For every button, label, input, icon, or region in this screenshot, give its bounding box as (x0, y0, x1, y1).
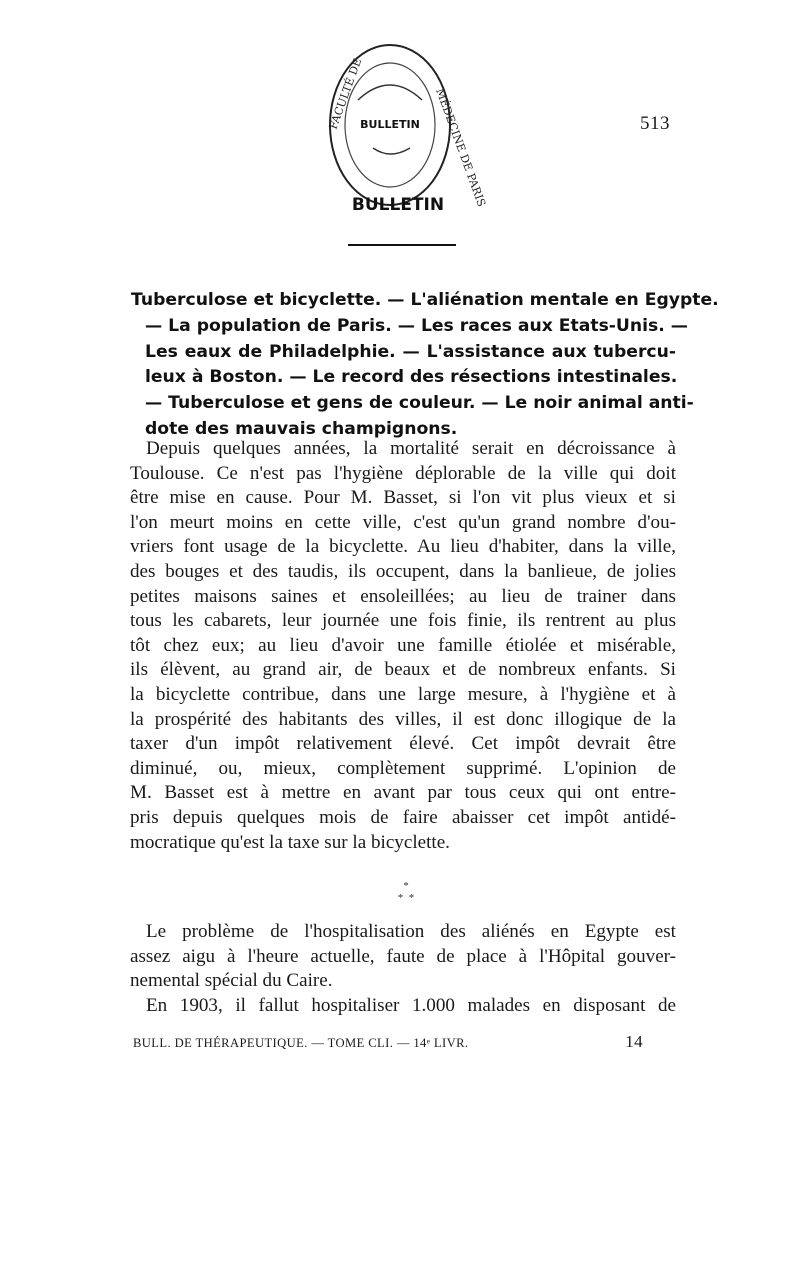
asterism-star: * (397, 892, 404, 904)
text-line: assez aigu à l'heure actuelle, faute de place à l'Hôpital gouver- (130, 945, 676, 967)
text-line: Le problème de l'hospitalisation des aliénés en Egypte est (146, 921, 676, 942)
text-line: En 1903, il fallut hospitaliser 1.000 malades en disposant de (146, 994, 676, 1016)
asterism-star: * (403, 880, 409, 892)
paragraph-egypt (130, 920, 676, 1018)
signature-mark: 14 (625, 1032, 643, 1051)
text-line: nemental spécial du Caire. (130, 970, 333, 992)
text-line: la bicyclette contribue, dans une large mesure, à l'hygiène et à (130, 683, 676, 705)
summary-line: Tuberculose et bicyclette. — L'aliénation mentale en Egypte. (131, 290, 719, 310)
text-line: ils élèvent, au grand air, de beaux et de nombreux enfants. Si (130, 659, 676, 681)
page-footer (133, 1032, 643, 1052)
text-line: diminué, ou, mieux, complètement supprimé. L'opinion de (130, 757, 676, 779)
page-number: 513 (640, 113, 670, 134)
text-line: Depuis quelques années, la mortalité serait en décroissance à (146, 438, 676, 459)
text-line: M. Basset est à mettre en avant par tous ceux qui ont entre- (130, 782, 676, 804)
stamp-label-top: BULLETIN (360, 118, 420, 131)
paragraph-bicycle (130, 437, 676, 855)
stamp-label-bottom: BULLETIN (351, 195, 445, 215)
text-line: être mise en cause. Pour M. Basset, si l'on vit plus vieux et si (130, 487, 676, 509)
summary-line: dote des mauvais champignons. (145, 418, 458, 439)
text-line: pris depuis quelques mois de faire abaisser cet impôt antidé- (130, 806, 676, 828)
text-line: tôt chez eux; au lieu d'avoir une famille étiolée et misérable, (130, 634, 676, 656)
text-line: Toulouse. Ce n'est pas l'hygiène déplorable de la ville qui doit (130, 462, 676, 484)
asterism (386, 880, 426, 910)
asterism-star: * (408, 892, 415, 904)
summary-line: leux à Boston. — Le record des résections intestinales. (145, 367, 678, 388)
section-summary (131, 288, 719, 443)
text-line: mocratique qu'est la taxe sur la bicyclette. (130, 831, 450, 853)
header-divider (348, 244, 456, 246)
text-line: taxer d'un impôt relativement élevé. Cet impôt devrait être (130, 733, 676, 755)
summary-line: — La population de Paris. — Les races aux Etats-Unis. — (145, 315, 688, 336)
text-line: vriers font usage de la bicyclette. Au lieu d'habiter, dans la ville, (130, 536, 676, 558)
stamp-seal-icon (318, 30, 489, 220)
library-stamp (318, 30, 489, 220)
summary-line: Les eaux de Philadelphie. — L'assistance aux tubercu- (145, 341, 676, 362)
svg-text:FACULTÉ DE: FACULTÉ DE (326, 56, 365, 132)
running-title: BULL. DE THÉRAPEUTIQUE. — TOME CLI. — 14ᵉ LIVR. (133, 1036, 469, 1050)
text-line: l'on meurt moins en cette ville, c'est qu'un grand nombre d'ou- (130, 511, 676, 533)
summary-line: — Tuberculose et gens de couleur. — Le noir animal anti- (145, 393, 694, 414)
text-line: tous les cabarets, leur journée une fois finie, ils rentrent au plus (130, 610, 676, 632)
text-line: petites maisons saines et ensoleillées; au lieu de trainer dans (130, 585, 676, 607)
text-line: des bouges et des taudis, ils occupent, dans la banlieue, de jolies (130, 560, 676, 582)
svg-text:MÉDECINE DE PARIS: MÉDECINE DE PARIS (433, 86, 489, 209)
text-line: la prospérité des habitants des villes, il est donc illogique de la (130, 708, 676, 730)
